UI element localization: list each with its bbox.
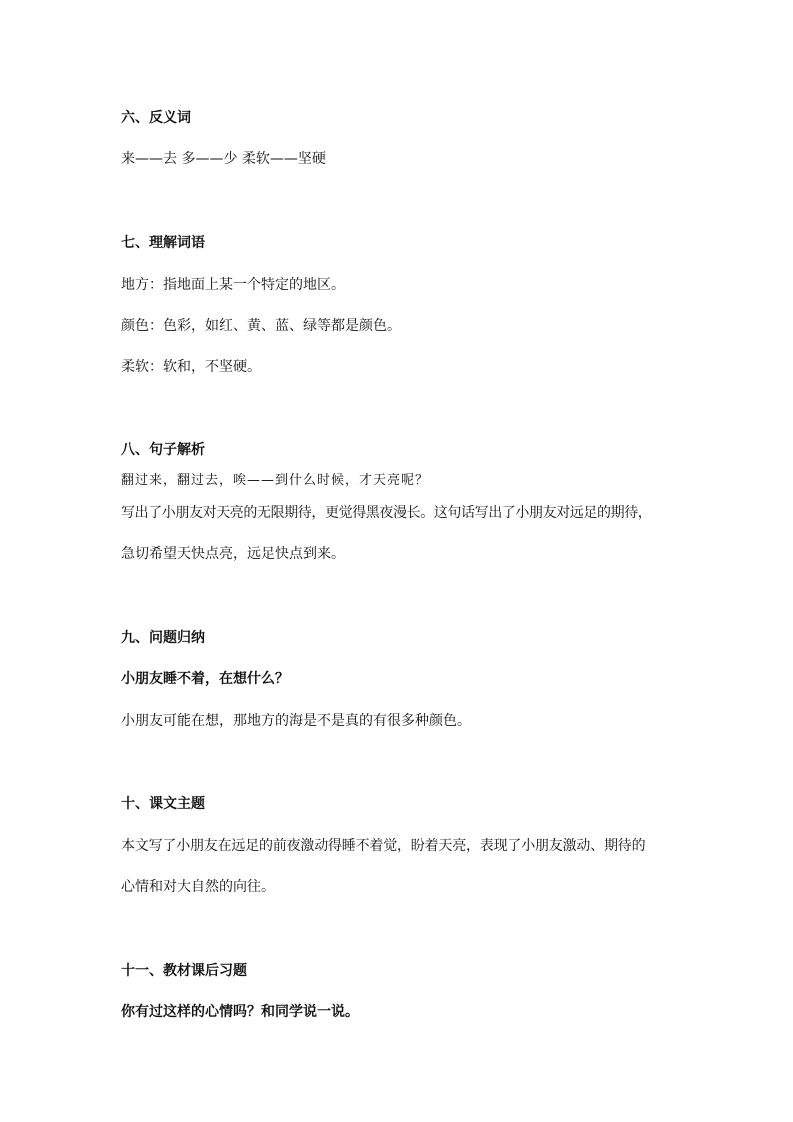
answer: 小朋友可能在想，那地方的海是不是真的有很多种颜色。: [121, 713, 471, 729]
theme-paragraph-line-2: 心情和对大自然的向往。: [121, 879, 275, 895]
exercise-question: 你有过这样的心情吗？和同学说一说。: [121, 1004, 359, 1020]
analysis-paragraph-line-1: 写出了小朋友对天亮的无限期待，更觉得黑夜漫长。这句话写出了小朋友对远足的期待，: [121, 505, 652, 521]
section-8-heading: 八、句子解析: [121, 442, 205, 458]
analysis-paragraph-line-2: 急切希望天快点亮，远足快点到来。: [121, 546, 345, 562]
quoted-sentence: 翻过来，翻过去，唉——到什么时候，才天亮呢？: [121, 473, 430, 488]
section-6-heading: 六、反义词: [121, 110, 191, 126]
definition-place: 地方：指地面上某一个特定的地区。: [121, 277, 345, 293]
definition-color: 颜色：色彩，如红、黄、蓝、绿等都是颜色。: [121, 318, 401, 334]
question: 小朋友睡不着，在想什么？: [121, 671, 289, 687]
definition-soft: 柔软：软和，不坚硬。: [121, 359, 261, 375]
section-7-heading: 七、理解词语: [121, 235, 205, 251]
section-11-heading: 十一、教材课后习题: [121, 963, 247, 979]
theme-paragraph-line-1: 本文写了小朋友在远足的前夜激动得睡不着觉，盼着天亮，表现了小朋友激动、期待的: [121, 838, 646, 854]
section-9-heading: 九、问题归纳: [121, 630, 205, 646]
section-10-heading: 十、课文主题: [121, 796, 205, 812]
antonym-list: 来——去 多——少 柔软——坚硬: [121, 151, 326, 167]
